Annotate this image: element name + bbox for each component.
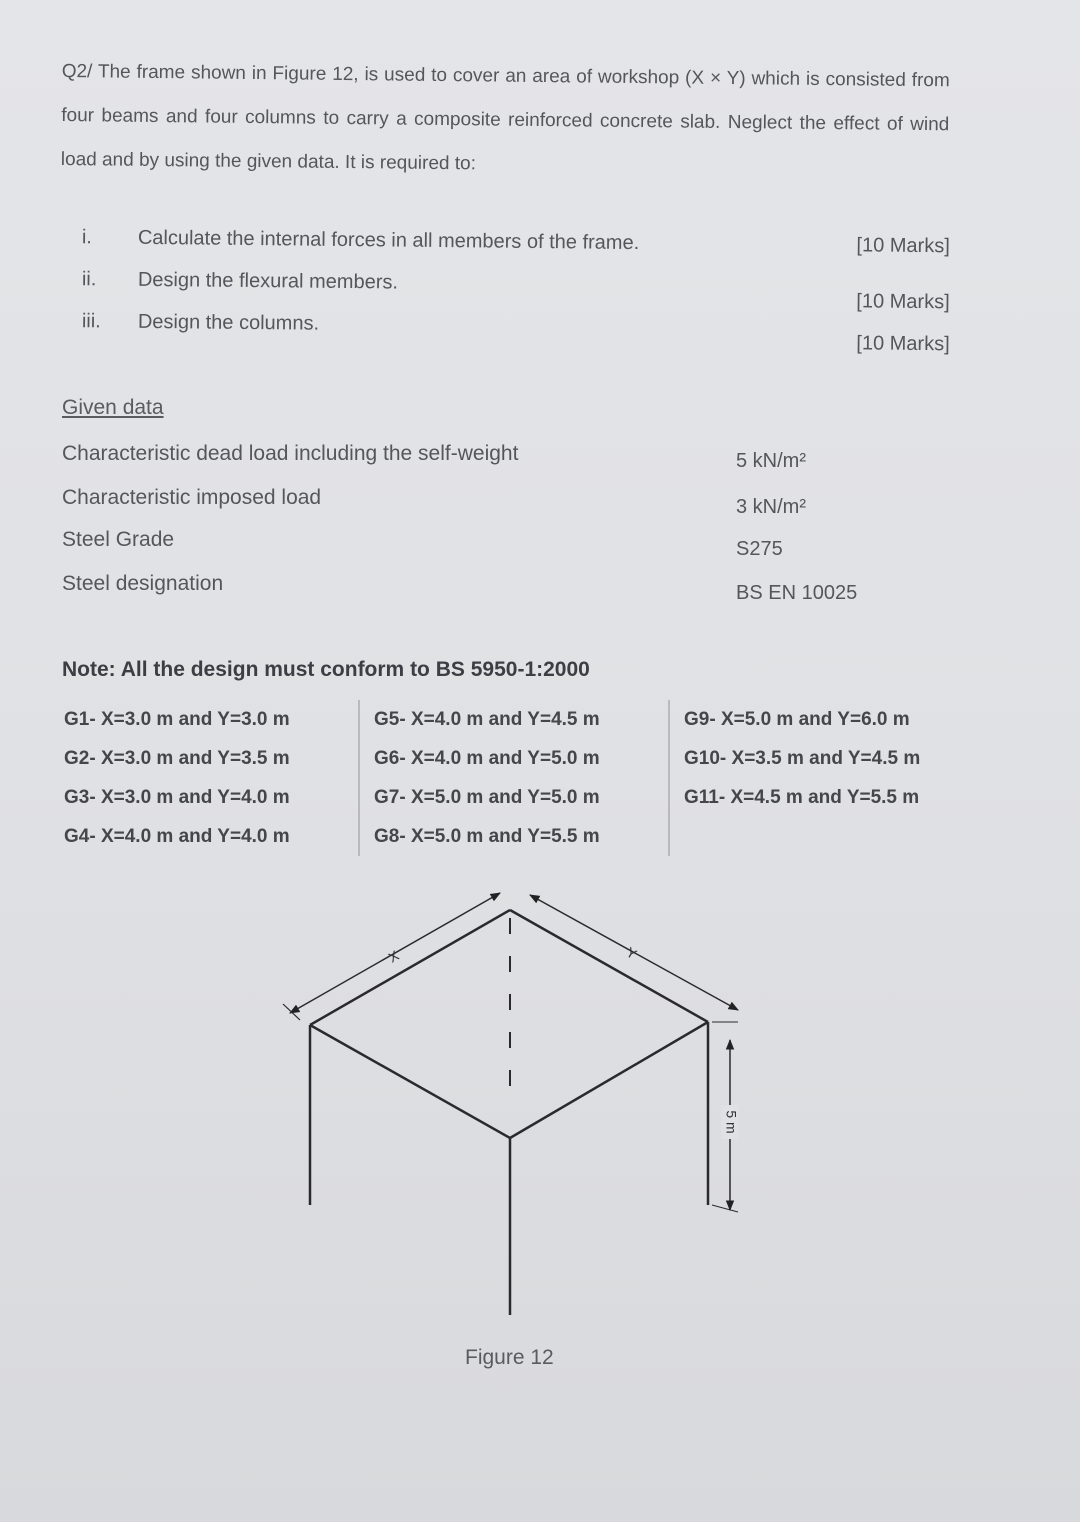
design-note: Note: All the design must conform to BS 5950-1:2000 (62, 658, 590, 681)
table-cell: G10- X=3.5 m and Y=4.5 m (684, 747, 921, 769)
task-number: iii. (81, 310, 101, 333)
table-cell: G1- X=3.0 m and Y=3.0 m (62, 700, 359, 739)
table-cell: G3- X=3.0 m and Y=4.0 m (62, 778, 359, 817)
table-cell: G11- X=4.5 m and Y=5.5 m (684, 786, 920, 808)
question-text: Q2/ The frame shown in Figure 12, is used to cover an area of workshop (X × Y) which is consisted from four beams and four columns to carry a composite reinforced concrete slab. Neglect the effect of wind load and by using the given data. It is required to: (60, 60, 950, 175)
given-data-label: Steel designation (62, 572, 224, 595)
table-cell: G9- X=5.0 m and Y=6.0 m (684, 708, 910, 730)
task-number: i. (81, 226, 92, 249)
task-description: Design the columns. (137, 310, 320, 335)
table-cell: G5- X=4.0 m and Y=4.5 m (359, 700, 669, 739)
given-data-label: Characteristic dead load including the self-weight (62, 442, 519, 465)
given-data-value: BS EN 10025 (736, 582, 858, 604)
given-data-value: S275 (736, 538, 783, 560)
beam-front-left (310, 1025, 510, 1138)
dimension-height-label: 5 m (723, 1110, 740, 1134)
beam-front-right (510, 1022, 708, 1138)
given-data-value: 5 kN/m² (736, 450, 806, 472)
beam-left (310, 910, 510, 1025)
figure-caption: Figure 12 (465, 1346, 554, 1369)
table-cell: G6- X=4.0 m and Y=5.0 m (359, 739, 669, 778)
task-number: ii. (81, 268, 97, 291)
dimension-y-label: Y (623, 943, 640, 963)
task-marks: [10 Marks] (856, 332, 950, 356)
dimension-x-label: X (385, 947, 402, 966)
given-data-value: 3 kN/m² (736, 496, 806, 518)
table-cell: G2- X=3.0 m and Y=3.5 m (62, 739, 359, 778)
table-cell: G8- X=5.0 m and Y=5.5 m (359, 817, 669, 856)
beam-right (510, 910, 708, 1022)
task-marks: [10 Marks] (856, 234, 950, 258)
given-data-title: Given data (62, 396, 164, 419)
task-marks: [10 Marks] (856, 290, 950, 314)
task-description: Calculate the internal forces in all members of the frame. (137, 226, 640, 255)
given-data-label: Characteristic imposed load (62, 486, 322, 509)
given-data-label: Steel Grade (62, 528, 175, 551)
task-description: Design the flexural members. (137, 268, 399, 294)
table-cell: G7- X=5.0 m and Y=5.0 m (359, 778, 669, 817)
table-cell: G4- X=4.0 m and Y=4.0 m (62, 817, 359, 856)
